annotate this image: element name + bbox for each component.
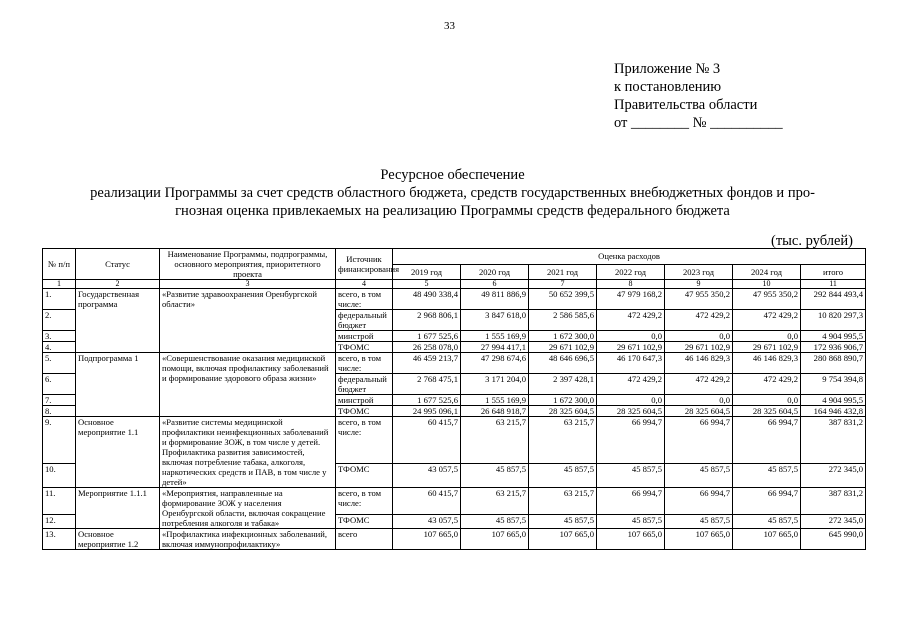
value-cell: 24 995 096,1 bbox=[393, 406, 461, 417]
value-cell: 45 857,5 bbox=[733, 463, 801, 487]
source-cell: всего, в том числе: bbox=[336, 417, 393, 464]
row-number: 13. bbox=[43, 529, 76, 550]
source-cell: всего, в том числе: bbox=[336, 289, 393, 310]
value-cell: 45 857,5 bbox=[461, 463, 529, 487]
header-year: 2020 год bbox=[461, 264, 529, 280]
header-source: Источник финансирования bbox=[336, 249, 393, 280]
table-row bbox=[43, 289, 866, 310]
value-cell: 0,0 bbox=[665, 331, 733, 342]
value-cell: 47 979 168,2 bbox=[597, 289, 665, 310]
value-cell: 645 990,0 bbox=[801, 529, 866, 550]
value-cell: 0,0 bbox=[733, 395, 801, 406]
row-number: 4. bbox=[43, 342, 76, 353]
name-cell: «Развитие системы медицинской профилактики неинфекционных заболеваний и формирование ЗОЖ, в том числе у детей. Профилактика развития зависимостей, включая потребление табака, алкоголя, наркотических средств и ПАВ, в том числе у детей» bbox=[160, 417, 336, 488]
source-cell: ТФОМС bbox=[336, 463, 393, 487]
row-number: 1. bbox=[43, 289, 76, 310]
value-cell: 1 677 525,6 bbox=[393, 331, 461, 342]
title-line: гнозная оценка привлекаемых на реализацию Программы средств федерального бюджета bbox=[175, 203, 730, 219]
value-cell: 1 672 300,0 bbox=[529, 331, 597, 342]
value-cell: 28 325 604,5 bbox=[665, 406, 733, 417]
value-cell: 50 652 399,5 bbox=[529, 289, 597, 310]
source-cell: ТФОМС bbox=[336, 342, 393, 353]
appendix-block bbox=[614, 60, 783, 132]
value-cell: 45 857,5 bbox=[461, 514, 529, 528]
appendix-line: от ________ № __________ bbox=[614, 115, 783, 131]
value-cell: 3 171 204,0 bbox=[461, 374, 529, 395]
value-cell: 45 857,5 bbox=[733, 514, 801, 528]
value-cell: 107 665,0 bbox=[597, 529, 665, 550]
value-cell: 49 811 886,9 bbox=[461, 289, 529, 310]
units-label: (тыс. рублей) bbox=[771, 233, 853, 249]
value-cell: 29 671 102,9 bbox=[529, 342, 597, 353]
value-cell: 47 298 674,6 bbox=[461, 353, 529, 374]
column-number: 5 bbox=[393, 280, 461, 289]
source-cell: всего, в том числе: bbox=[336, 353, 393, 374]
column-number: 2 bbox=[76, 280, 160, 289]
row-number: 12. bbox=[43, 514, 76, 528]
column-number: 1 bbox=[43, 280, 76, 289]
value-cell: 28 325 604,5 bbox=[529, 406, 597, 417]
value-cell: 4 904 995,5 bbox=[801, 395, 866, 406]
title-line: Ресурсное обеспечение bbox=[380, 167, 525, 183]
value-cell: 387 831,2 bbox=[801, 417, 866, 464]
source-cell: ТФОМС bbox=[336, 514, 393, 528]
column-number: 7 bbox=[529, 280, 597, 289]
value-cell: 60 415,7 bbox=[393, 488, 461, 515]
value-cell: 43 057,5 bbox=[393, 463, 461, 487]
value-cell: 66 994,7 bbox=[665, 488, 733, 515]
appendix-line: Приложение № 3 bbox=[614, 61, 721, 77]
row-number: 11. bbox=[43, 488, 76, 515]
value-cell: 0,0 bbox=[733, 331, 801, 342]
value-cell: 63 215,7 bbox=[529, 417, 597, 464]
value-cell: 107 665,0 bbox=[393, 529, 461, 550]
value-cell: 272 345,0 bbox=[801, 514, 866, 528]
table-row bbox=[43, 417, 866, 464]
source-cell: федеральный бюджет bbox=[336, 374, 393, 395]
column-number: 6 bbox=[461, 280, 529, 289]
row-number: 8. bbox=[43, 406, 76, 417]
value-cell: 63 215,7 bbox=[461, 417, 529, 464]
value-cell: 26 258 078,0 bbox=[393, 342, 461, 353]
value-cell: 47 955 350,2 bbox=[733, 289, 801, 310]
column-number: 11 bbox=[801, 280, 866, 289]
source-cell: ТФОМС bbox=[336, 406, 393, 417]
table-row bbox=[43, 353, 866, 374]
value-cell: 46 459 213,7 bbox=[393, 353, 461, 374]
value-cell: 1 672 300,0 bbox=[529, 395, 597, 406]
value-cell: 107 665,0 bbox=[529, 529, 597, 550]
status-cell: Мероприятие 1.1.1 bbox=[76, 488, 160, 529]
value-cell: 28 325 604,5 bbox=[733, 406, 801, 417]
value-cell: 48 490 338,4 bbox=[393, 289, 461, 310]
value-cell: 46 146 829,3 bbox=[665, 353, 733, 374]
value-cell: 2 397 428,1 bbox=[529, 374, 597, 395]
value-cell: 3 847 618,0 bbox=[461, 310, 529, 331]
value-cell: 472 429,2 bbox=[665, 374, 733, 395]
title-line: реализации Программы за счет средств областного бюджета, средств государственных внебюджетных фондов и про- bbox=[90, 185, 815, 201]
value-cell: 28 325 604,5 bbox=[597, 406, 665, 417]
value-cell: 29 671 102,9 bbox=[733, 342, 801, 353]
name-cell: «Профилактика инфекционных заболеваний, включая иммунопрофилактику» bbox=[160, 529, 336, 550]
source-cell: минстрой bbox=[336, 331, 393, 342]
value-cell: 45 857,5 bbox=[529, 463, 597, 487]
row-number: 5. bbox=[43, 353, 76, 374]
value-cell: 1 555 169,9 bbox=[461, 331, 529, 342]
value-cell: 107 665,0 bbox=[733, 529, 801, 550]
value-cell: 472 429,2 bbox=[733, 310, 801, 331]
status-cell: Основное мероприятие 1.1 bbox=[76, 417, 160, 488]
value-cell: 9 754 394,8 bbox=[801, 374, 866, 395]
value-cell: 63 215,7 bbox=[529, 488, 597, 515]
value-cell: 0,0 bbox=[597, 331, 665, 342]
value-cell: 46 146 829,3 bbox=[733, 353, 801, 374]
value-cell: 60 415,7 bbox=[393, 417, 461, 464]
value-cell: 46 170 647,3 bbox=[597, 353, 665, 374]
page-number: 33 bbox=[444, 20, 455, 32]
value-cell: 107 665,0 bbox=[461, 529, 529, 550]
value-cell: 48 646 696,5 bbox=[529, 353, 597, 374]
appendix-line: к постановлению bbox=[614, 79, 722, 95]
value-cell: 10 820 297,3 bbox=[801, 310, 866, 331]
value-cell: 1 677 525,6 bbox=[393, 395, 461, 406]
value-cell: 0,0 bbox=[665, 395, 733, 406]
header-name: Наименование Программы, подпрограммы, основного мероприятия, приоритетного проекта bbox=[160, 249, 336, 280]
value-cell: 272 345,0 bbox=[801, 463, 866, 487]
resource-table bbox=[42, 248, 866, 550]
value-cell: 292 844 493,4 bbox=[801, 289, 866, 310]
table-row bbox=[43, 529, 866, 550]
status-cell: Государственная программа bbox=[76, 289, 160, 353]
column-number: 9 bbox=[665, 280, 733, 289]
value-cell: 45 857,5 bbox=[597, 463, 665, 487]
value-cell: 45 857,5 bbox=[597, 514, 665, 528]
value-cell: 2 768 475,1 bbox=[393, 374, 461, 395]
name-cell: «Совершенствование оказания медицинской помощи, включая профилактику заболеваний и формирование здорового образа жизни» bbox=[160, 353, 336, 417]
value-cell: 472 429,2 bbox=[597, 310, 665, 331]
value-cell: 29 671 102,9 bbox=[665, 342, 733, 353]
header-estimate: Оценка расходов bbox=[393, 249, 866, 265]
column-number: 10 bbox=[733, 280, 801, 289]
value-cell: 164 946 432,8 bbox=[801, 406, 866, 417]
value-cell: 66 994,7 bbox=[733, 488, 801, 515]
value-cell: 4 904 995,5 bbox=[801, 331, 866, 342]
header-year: 2021 год bbox=[529, 264, 597, 280]
value-cell: 387 831,2 bbox=[801, 488, 866, 515]
status-cell: Подпрограмма 1 bbox=[76, 353, 160, 417]
value-cell: 45 857,5 bbox=[665, 514, 733, 528]
source-cell: всего, в том числе: bbox=[336, 488, 393, 515]
source-cell: минстрой bbox=[336, 395, 393, 406]
header-year: 2022 год bbox=[597, 264, 665, 280]
name-cell: «Мероприятия, направленные на формирование ЗОЖ у населения Оренбургской области, включая сокращение потребления алкоголя и табака» bbox=[160, 488, 336, 529]
value-cell: 2 586 585,6 bbox=[529, 310, 597, 331]
value-cell: 43 057,5 bbox=[393, 514, 461, 528]
value-cell: 66 994,7 bbox=[733, 417, 801, 464]
value-cell: 29 671 102,9 bbox=[597, 342, 665, 353]
name-cell: «Развитие здравоохранения Оренбургской области» bbox=[160, 289, 336, 353]
value-cell: 0,0 bbox=[597, 395, 665, 406]
header-num: № п/п bbox=[43, 249, 76, 280]
source-cell: федеральный бюджет bbox=[336, 310, 393, 331]
source-cell: всего bbox=[336, 529, 393, 550]
column-number: 3 bbox=[160, 280, 336, 289]
header-year: итого bbox=[801, 264, 866, 280]
value-cell: 107 665,0 bbox=[665, 529, 733, 550]
value-cell: 1 555 169,9 bbox=[461, 395, 529, 406]
header-year: 2019 год bbox=[393, 264, 461, 280]
value-cell: 472 429,2 bbox=[597, 374, 665, 395]
value-cell: 45 857,5 bbox=[665, 463, 733, 487]
row-number: 6. bbox=[43, 374, 76, 395]
row-number: 3. bbox=[43, 331, 76, 342]
value-cell: 172 936 906,7 bbox=[801, 342, 866, 353]
column-number: 8 bbox=[597, 280, 665, 289]
value-cell: 27 994 417,1 bbox=[461, 342, 529, 353]
status-cell: Основное мероприятие 1.2 bbox=[76, 529, 160, 550]
document-title bbox=[40, 166, 865, 220]
value-cell: 280 868 890,7 bbox=[801, 353, 866, 374]
value-cell: 26 648 918,7 bbox=[461, 406, 529, 417]
value-cell: 66 994,7 bbox=[597, 417, 665, 464]
header-status: Статус bbox=[76, 249, 160, 280]
value-cell: 63 215,7 bbox=[461, 488, 529, 515]
value-cell: 66 994,7 bbox=[665, 417, 733, 464]
row-number: 10. bbox=[43, 463, 76, 487]
value-cell: 472 429,2 bbox=[733, 374, 801, 395]
value-cell: 47 955 350,2 bbox=[665, 289, 733, 310]
column-number: 4 bbox=[336, 280, 393, 289]
value-cell: 472 429,2 bbox=[665, 310, 733, 331]
value-cell: 2 968 806,1 bbox=[393, 310, 461, 331]
header-year: 2024 год bbox=[733, 264, 801, 280]
table-row bbox=[43, 488, 866, 515]
appendix-line: Правительства области bbox=[614, 97, 758, 113]
value-cell: 45 857,5 bbox=[529, 514, 597, 528]
row-number: 2. bbox=[43, 310, 76, 331]
row-number: 7. bbox=[43, 395, 76, 406]
value-cell: 66 994,7 bbox=[597, 488, 665, 515]
row-number: 9. bbox=[43, 417, 76, 464]
header-year: 2023 год bbox=[665, 264, 733, 280]
